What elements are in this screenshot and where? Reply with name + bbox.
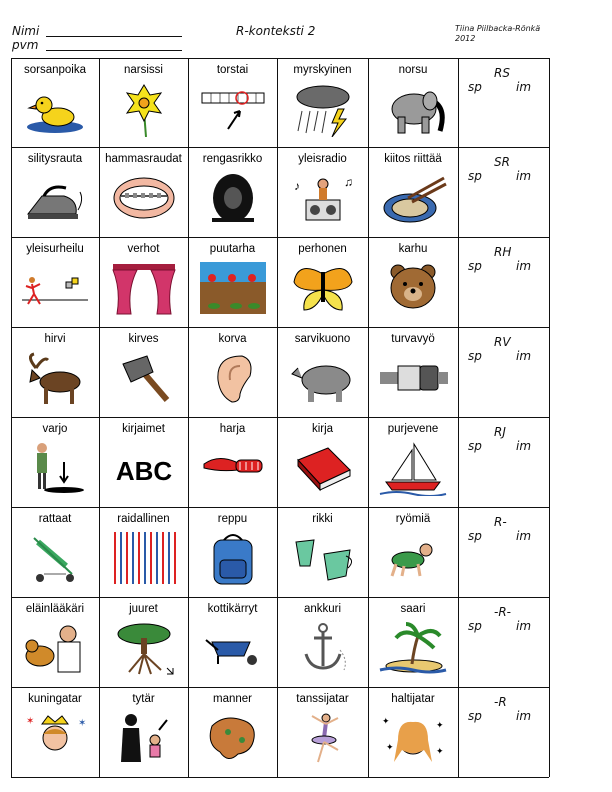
im-label: im	[516, 259, 532, 273]
continent-icon	[194, 709, 271, 767]
word-label: kirja	[311, 423, 334, 435]
author-year: 2012	[455, 34, 476, 43]
svg-text:✶: ✶	[26, 716, 35, 727]
word-card	[99, 58, 188, 147]
word-label: ankkuri	[303, 603, 342, 615]
word-label: harja	[219, 423, 246, 435]
svg-text:✦: ✦	[386, 742, 394, 752]
stripes-icon	[105, 529, 182, 587]
book-icon	[283, 439, 362, 497]
word-label: tytär	[132, 693, 155, 705]
svg-text:♫: ♫	[343, 175, 353, 189]
brush-icon	[194, 439, 271, 497]
svg-text:✦: ✦	[436, 746, 444, 756]
sp-label: sp	[468, 709, 482, 723]
axe-icon	[105, 349, 182, 407]
ear-icon	[194, 349, 271, 407]
word-label: raidallinen	[117, 513, 170, 525]
sound-pair-label: RH	[494, 245, 512, 259]
sp-label: sp	[468, 259, 482, 273]
dancer-icon	[283, 709, 362, 767]
word-card	[368, 327, 458, 417]
im-label: im	[516, 529, 532, 543]
word-label: varjo	[42, 423, 68, 435]
rhino-icon	[283, 349, 362, 407]
backpack-icon	[194, 529, 271, 587]
word-label: torstai	[216, 64, 249, 76]
im-label: im	[516, 439, 532, 453]
word-label: perhonen	[298, 243, 347, 255]
word-card	[277, 417, 368, 507]
word-label: rattaat	[38, 513, 72, 525]
im-label: im	[516, 619, 532, 633]
word-label: puutarha	[209, 243, 256, 255]
word-card	[277, 237, 368, 327]
word-card	[277, 327, 368, 417]
sp-label: sp	[468, 169, 482, 183]
word-label: purjevene	[387, 423, 439, 435]
sound-pair-label: RS	[494, 66, 510, 80]
word-label: manner	[213, 693, 252, 705]
word-label: tanssijatar	[296, 693, 349, 705]
sound-pair-label: SR	[494, 155, 510, 169]
word-label: reppu	[217, 513, 248, 525]
word-card	[188, 597, 277, 687]
word-card	[188, 687, 277, 777]
radio-music-icon	[283, 169, 362, 227]
svg-text:✦: ✦	[436, 720, 444, 730]
sound-pair-label: RJ	[494, 425, 506, 439]
svg-text:♪: ♪	[293, 179, 300, 193]
im-label: im	[516, 80, 532, 94]
word-card	[188, 58, 277, 147]
curtains-icon	[105, 259, 182, 317]
word-label: hammasraudat	[105, 153, 182, 165]
word-label: hirvi	[44, 333, 66, 345]
iron-icon	[17, 169, 93, 227]
sound-pair-label: R-	[494, 515, 507, 529]
word-card	[99, 507, 188, 597]
sp-label: sp	[468, 439, 482, 453]
word-label: haltijatar	[391, 693, 435, 705]
queen-icon	[17, 709, 93, 767]
word-label: silitysrauta	[27, 153, 83, 165]
word-card	[11, 597, 99, 687]
word-card	[188, 417, 277, 507]
word-label: rikki	[312, 513, 333, 525]
svg-text:ABC: ABC	[115, 456, 172, 486]
author-name: Tiina Piilbacka-Rönkä	[455, 24, 541, 33]
tree-roots-icon	[105, 619, 182, 677]
date-label: pvm	[12, 38, 39, 52]
anchor-icon	[283, 619, 362, 677]
word-card	[11, 58, 99, 147]
word-card	[368, 507, 458, 597]
braces-mouth-icon	[105, 169, 182, 227]
seatbelt-icon	[374, 349, 452, 407]
sailboat-icon	[374, 439, 452, 497]
island-icon	[374, 619, 452, 677]
sp-label: sp	[468, 619, 482, 633]
word-label: myrskyinen	[293, 64, 352, 76]
word-label: narsissi	[124, 64, 163, 76]
moose-icon	[17, 349, 93, 407]
plate-chopsticks-icon	[374, 169, 452, 227]
word-card	[188, 327, 277, 417]
word-card	[99, 147, 188, 237]
word-label: norsu	[398, 64, 428, 76]
word-label: karhu	[398, 243, 428, 255]
daffodil-icon	[105, 80, 182, 138]
garden-icon	[194, 259, 271, 317]
duckling-icon	[17, 80, 93, 138]
word-label: kirjaimet	[122, 423, 165, 435]
storm-cloud-icon	[283, 80, 362, 138]
im-label: im	[516, 349, 532, 363]
word-label: kuningatar	[28, 693, 82, 705]
word-card	[188, 147, 277, 237]
word-label: eläinlääkäri	[25, 603, 85, 615]
word-card	[277, 58, 368, 147]
crawling-baby-icon	[374, 529, 452, 587]
sp-label: sp	[468, 529, 482, 543]
sound-pair-label: -R	[494, 695, 507, 709]
word-card	[11, 687, 99, 777]
word-card	[277, 147, 368, 237]
word-label: ryömiä	[395, 513, 431, 525]
vet-dog-icon	[17, 619, 93, 677]
word-label: korva	[218, 333, 247, 345]
word-card	[277, 507, 368, 597]
word-label: saari	[400, 603, 426, 615]
elephant-icon	[374, 80, 452, 138]
stroller-icon	[17, 529, 93, 587]
sp-label: sp	[468, 80, 482, 94]
word-card	[11, 237, 99, 327]
name-label: Nimi	[12, 24, 40, 38]
word-label: kirves	[128, 333, 159, 345]
word-card	[188, 507, 277, 597]
word-card	[11, 417, 99, 507]
broken-cup-icon	[283, 529, 362, 587]
fairy-icon	[374, 709, 452, 767]
word-card	[368, 417, 458, 507]
date-line[interactable]	[46, 50, 182, 51]
word-label: yleisradio	[298, 153, 347, 165]
butterfly-icon	[283, 259, 362, 317]
svg-text:✶: ✶	[78, 718, 87, 729]
word-card	[99, 687, 188, 777]
word-card	[99, 327, 188, 417]
svg-text:✦: ✦	[382, 716, 390, 726]
word-card	[11, 507, 99, 597]
sound-pair-label: -R-	[494, 605, 511, 619]
word-label: kiitos riittää	[384, 153, 442, 165]
grid-vline	[549, 58, 550, 777]
page-title: R-konteksti 2	[236, 24, 316, 38]
word-card	[11, 327, 99, 417]
name-line[interactable]	[46, 36, 182, 37]
word-label: kottikärryt	[207, 603, 258, 615]
word-card	[368, 687, 458, 777]
word-card	[99, 237, 188, 327]
sp-label: sp	[468, 349, 482, 363]
im-label: im	[516, 169, 532, 183]
word-card	[277, 597, 368, 687]
word-label: rengasrikko	[202, 153, 263, 165]
word-card	[277, 687, 368, 777]
word-card	[368, 597, 458, 687]
word-card	[99, 597, 188, 687]
word-label: verhot	[127, 243, 160, 255]
word-card	[188, 237, 277, 327]
sound-pair-label: RV	[494, 335, 511, 349]
im-label: im	[516, 709, 532, 723]
grid-hline	[11, 777, 549, 778]
wheelbarrow-icon	[194, 619, 271, 677]
word-label: sorsanpoika	[23, 64, 86, 76]
word-card	[368, 147, 458, 237]
word-label: turvavyö	[391, 333, 435, 345]
word-card	[368, 58, 458, 147]
word-label: yleisurheilu	[26, 243, 84, 255]
bear-icon	[374, 259, 452, 317]
word-card	[368, 237, 458, 327]
daughter-icon	[105, 709, 182, 767]
word-card	[11, 147, 99, 237]
flat-tire-icon	[194, 169, 271, 227]
word-label: juuret	[129, 603, 158, 615]
letters-abc-icon	[105, 439, 182, 497]
calendar-thursday-icon	[194, 80, 271, 138]
word-label: sarvikuono	[294, 333, 351, 345]
word-card	[99, 417, 188, 507]
athletics-icon	[17, 259, 93, 317]
shadow-person-icon	[17, 439, 93, 497]
